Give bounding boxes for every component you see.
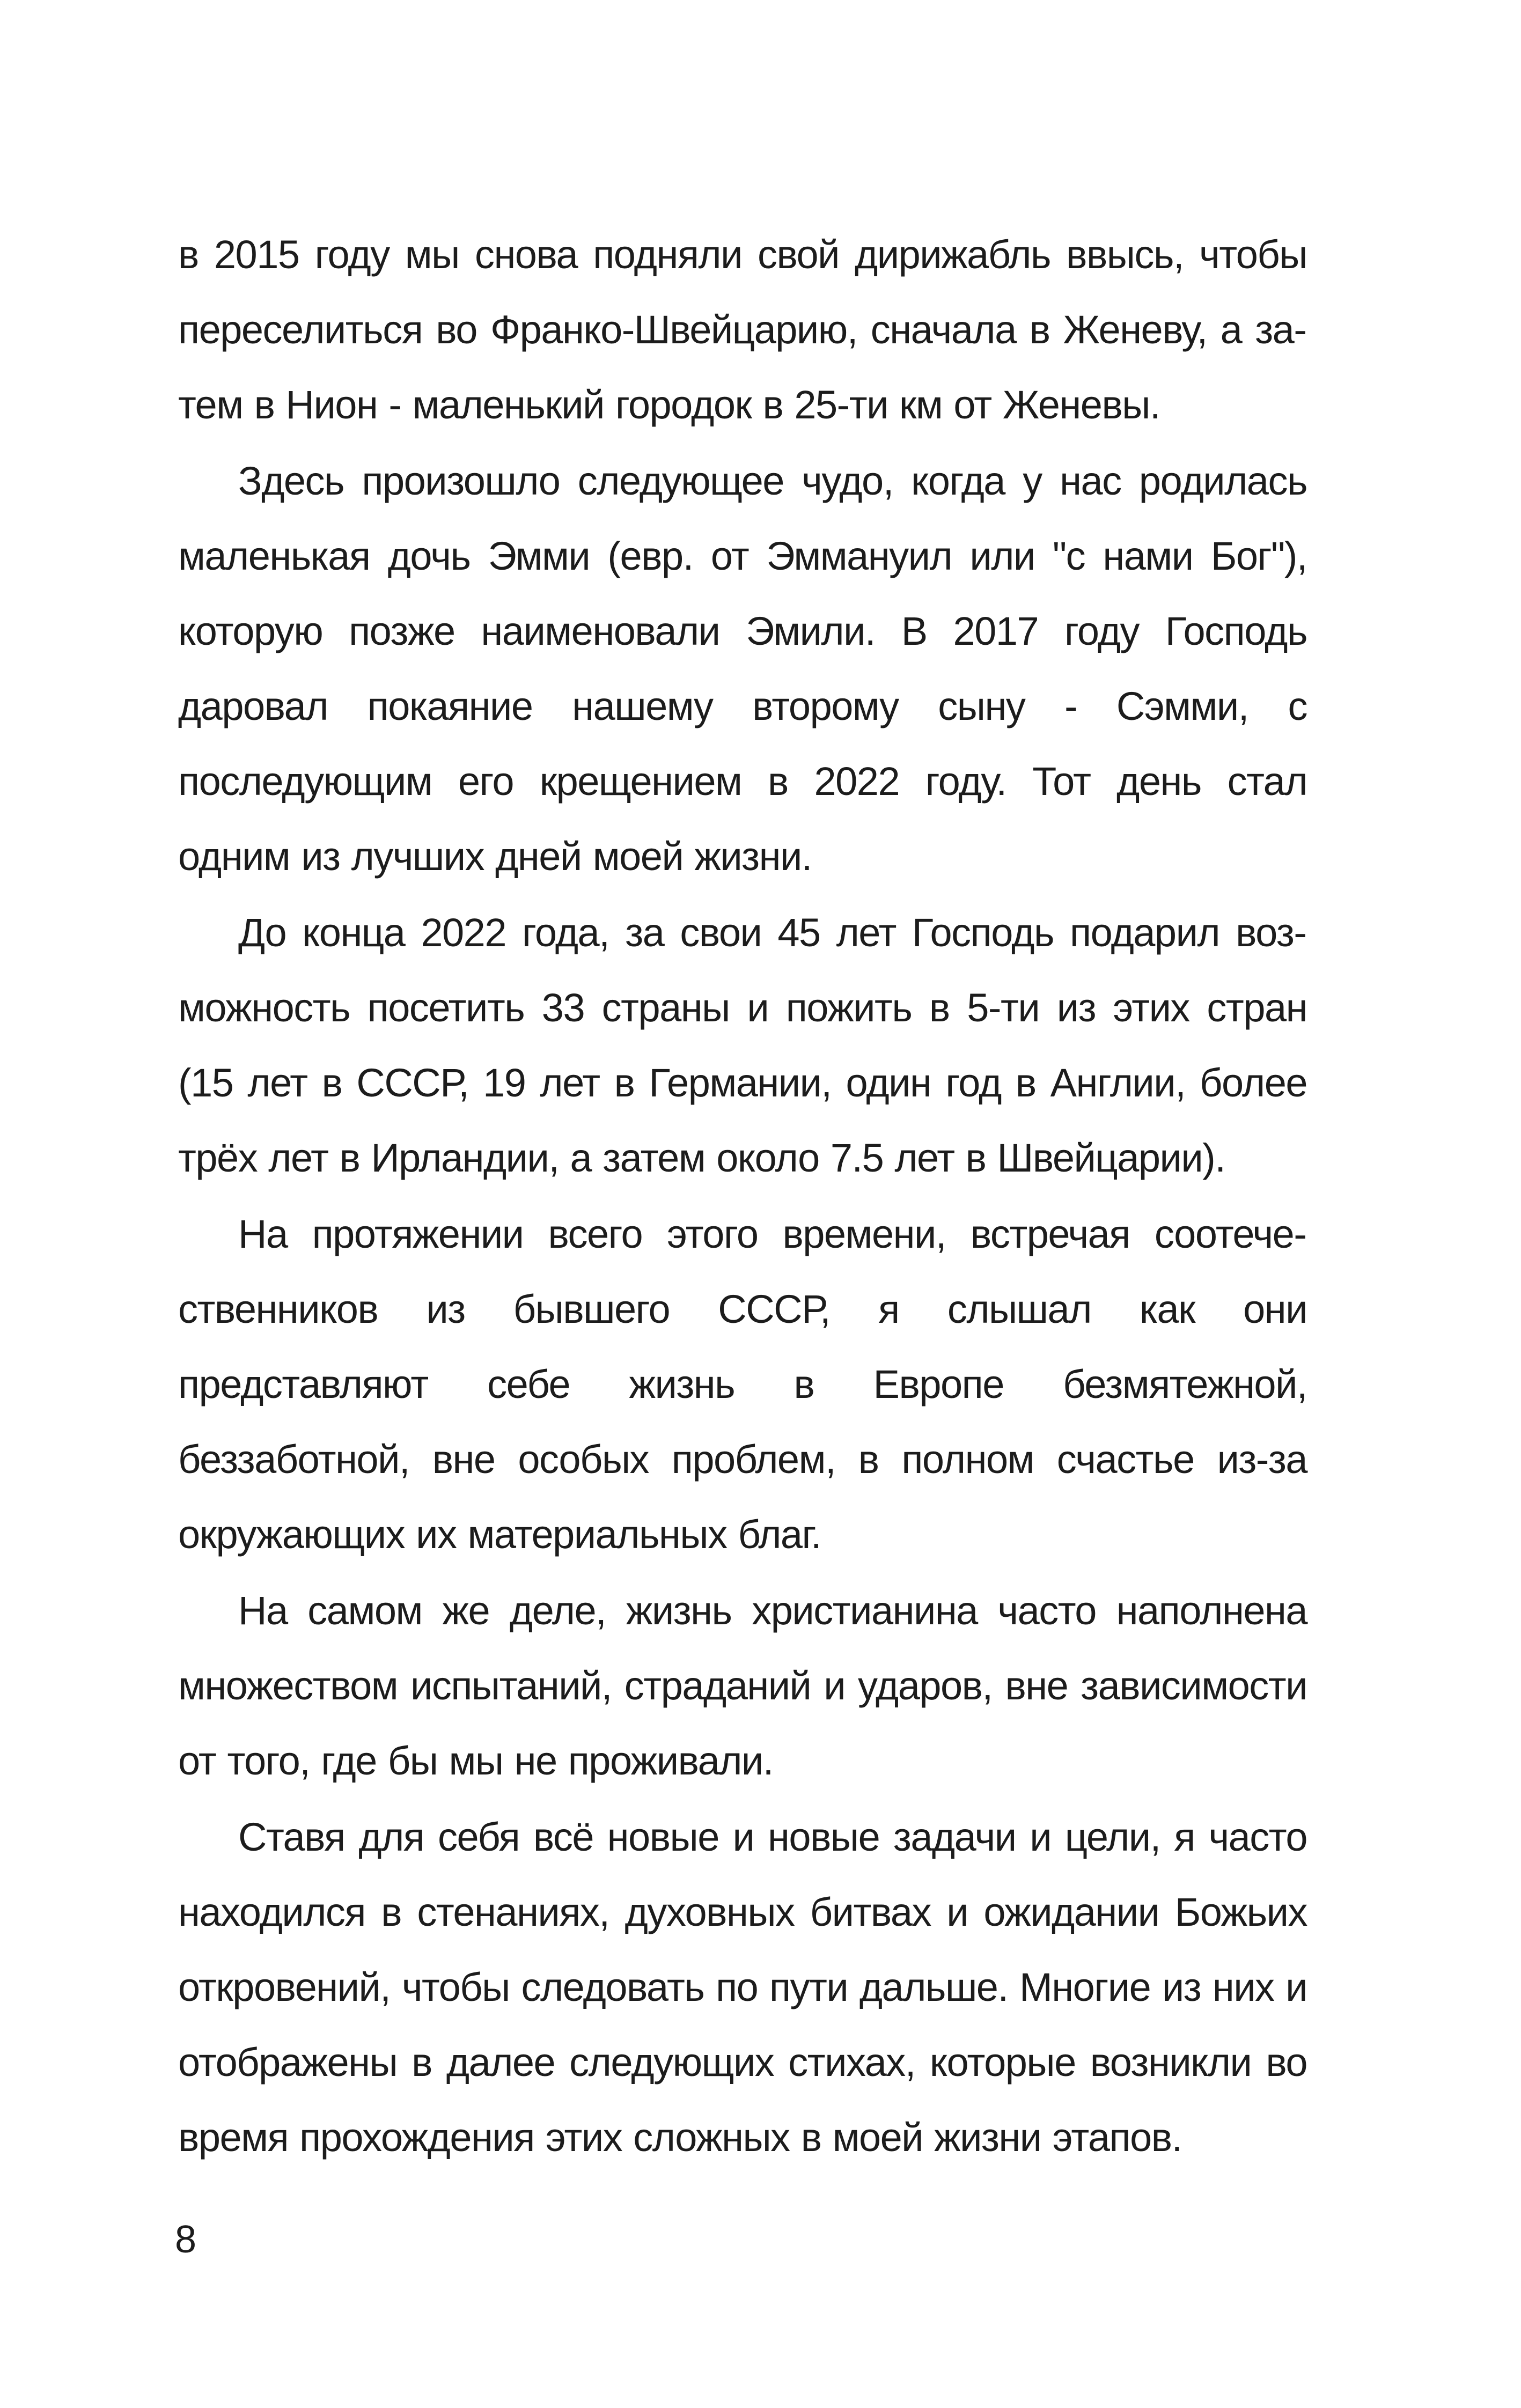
- page-number: 8: [175, 2218, 197, 2261]
- paragraph-5: На самом же деле, жизнь христианина часто наполнена множеством испытаний, страданий и ударов, вне зависимости от того, где бы мы не проживали.: [178, 1588, 1307, 1783]
- paragraph-6: Ставя для себя всё новые и новые задачи и цели, я часто находился в стенаниях, духовных битвах и ожидании Божьих откровений, чтобы следовать по пути дальше. Многие из них и отображены в далее следующих стихах, которые возникли во время прохождения этих сложных в моей жизни этапов.: [178, 1815, 1307, 2160]
- paragraph-3: До конца 2022 года, за свои 45 лет Господь подарил возможность посетить 33 страны и пожить в 5-ти из этих стран (15 лет в СССР, 19 лет в Германии, один год в Англии, более трёх лет в Ирландии, а затем около 7.5 лет в Швейцарии).: [178, 910, 1307, 1180]
- paragraph-1: в 2015 году мы снова подняли свой дирижабль ввысь, чтобы переселиться во Франко-Швейцарию, сначала в Женеву, а затем в Нион - маленький городок в 25-ти км от Женевы.: [178, 232, 1307, 427]
- paragraph-2: Здесь произошло следующее чудо, когда у нас родилась маленькая дочь Эмми (евр. от Эммануил или "с нами Бог"), которую позже наименовали Эмили. В 2017 году Господь даровал покаяние нашему второму сыну - Сэмми, с последующим его крещением в 2022 году. Тот день стал одним из лучших дней моей жизни.: [178, 459, 1307, 879]
- paragraph-4: На протяжении всего этого времени, встречая соотечественников из бывшего СССР, я слышал как они представляют себе жизнь в Европе безмятежной, беззаботной, вне особых проблем, в полном счастье из-за окружающих их материальных благ.: [178, 1212, 1307, 1557]
- page-body-text: [178, 217, 1307, 2175]
